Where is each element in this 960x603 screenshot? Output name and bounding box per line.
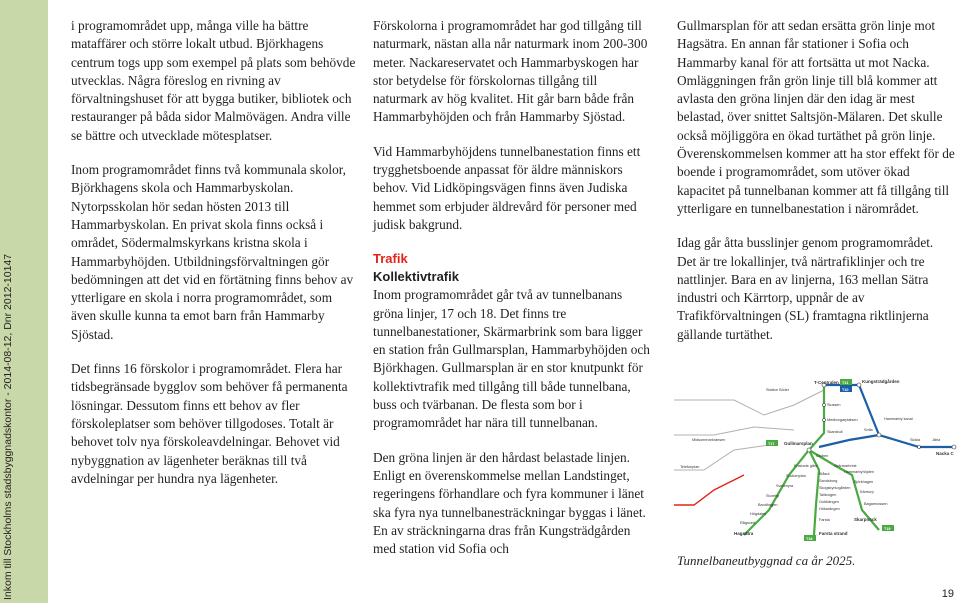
paragraph: Inom programområdet finns två kommunala skolor, Björkhagens skola och Hammarbyskolan. Nytorpsskolan hör sedan hösten 2013 till Hammarbyskolan. En privat skola finns också i området, Södermalmskyrkans kristna skola i Hammarbyhöjden. Utbildningsförvaltningen gör bedömningen att det vid en förtätning finns behov av ytterligare en skola i norra programområdet, som även skulle kunna ta emot barn från Hammarby Sjöstad.: [71, 162, 354, 342]
label-farsta-strand: Farsta strand: [819, 531, 848, 536]
label-skarmarbrink: Skärmarbrink: [834, 464, 857, 468]
label-telefonplan: Telefonplan: [680, 465, 700, 469]
label-midsommarkransen: Midsommarkransen: [692, 438, 726, 442]
label-skanstull: Skanstull: [827, 430, 843, 434]
paragraph: Idag går åtta busslinjer genom programområdet. Det är tre lokallinjer, två närtrafiklinjer och tre nattlinjer. Bara en av linjerna, 163 mellan Sätra industri och Kärrtorp, uppnår de av Trafikförvaltningen (SL) framtagna riktlinjerna gällande turtäthet.: [677, 235, 934, 342]
label-stureby: Stureby: [766, 494, 780, 498]
label-bagarmossen: Bagarmossen: [864, 502, 888, 506]
label-skogskyrkogarden: Skogskyrkogården: [819, 486, 851, 490]
map-caption: Tunnelbaneutbyggnad ca år 2025.: [677, 553, 856, 568]
label-slussen: Slussen: [827, 403, 841, 407]
label-sofia: Sofia: [864, 428, 873, 432]
badge-t18-label: T18: [806, 536, 813, 541]
paragraph: Inom programområdet går två av tunnelbanans gröna linjer, 17 och 18. Det finns tre tunnelbanestationer, Skärmarbrink som bara ligger en station från Gullmarsplan, Hammarbyhöjden och Björkhagen. Gullmarsplan är en stor knutpunkt för kollektivtrafik med tillgång till både tunnelbana, buss och tvärbanan. De flesta som bor i programområdet har nära till tunnelbanan.: [373, 287, 650, 431]
label-jarla: Järla: [932, 438, 941, 442]
paragraph: i programområdet upp, många ville ha bättre mataffärer och större lokalt utbud. Björkhagens centrum togs upp som exempel på plats som behövde utvecklas. Några föreslog en rivning av förvaltningshuset för att bygga butiker, bibliotek och restauranger på båda sidor Malmövägen. Andra ville se bättre och utvecklade mötesplatser.: [71, 18, 356, 143]
page-number: 19: [941, 588, 954, 600]
label-medborgarplatsen: Medborgarplatsen: [827, 418, 858, 422]
label-bandhagen: Bandhagen: [758, 503, 778, 507]
badge-t10-label: T10: [842, 387, 849, 392]
label-hagsatra: Hagsätra: [734, 531, 754, 536]
station-labels: [680, 378, 955, 536]
paragraph: Den gröna linjen är den hårdast belastade linjen. Enligt en överenskommelse mellan Landstinget, regeringens förhandlare och fyra kommuner i länet ska fyra nya tunnelbanesträckningar byggas i länet. En av sträckningarna dras från Kungsträdgården med station vid Sofia och: [373, 449, 646, 557]
label-hammarbyhojden: Hammarbyhöjden: [844, 470, 874, 474]
badge-t17-label: T17: [768, 441, 775, 446]
label-svedmyra: Svedmyra: [776, 484, 794, 488]
label-ragsved: Rågsved: [740, 521, 755, 525]
label-gubbangen: Gubbängen: [819, 500, 839, 504]
label-enskede-gard: Enskede gård: [794, 464, 818, 468]
label-karrtorp: Kärrtorp: [860, 490, 874, 494]
label-hokarangen: Hökarängen: [819, 507, 840, 511]
label-sockenplan: Sockenplan: [786, 474, 806, 478]
label-tallkrogen: Tallkrogen: [819, 493, 837, 497]
label-gullmarsplan: Gullmarsplan: [784, 441, 813, 446]
sidebar-stamp-text: Inkom till Stockholms stadsbyggnadskontor - 2014-08-12, Dnr 2012-10147: [2, 253, 14, 600]
label-skarpnack: Skarpnäck: [854, 517, 877, 522]
label-hammarby-kanal: Hammarby kanal: [884, 417, 913, 421]
label-blasut: Blåsut: [819, 472, 830, 476]
paragraph: Det finns 16 förskolor i programområdet. Flera har tidsbegränsade bygglov som behöver få permanenta lösningar. Dessutom finns ett behov av fler förskoleplatser som behöver tillgodoses. Totalt är behovet tolv nya förskoleavdelningar. Behovet vid nybyggnation av lägenheter beräknas till två avdelningar per hundra nya lägenheter.: [71, 361, 348, 486]
paragraph: Förskolorna i programområdet har god tillgång till naturmark, nästan alla når naturmark inom 200-300 meter. Nackareservatet och Hammarbyskogen har stor betydelse för förskolornas tillgång till naturmark av hög kvalitet. Hit går barn både från Hammarbyhöjden och från Hammarby Sjöstad.: [373, 18, 648, 125]
label-globen: Globen: [816, 454, 829, 458]
label-t-centralen: T-Centralen: [814, 380, 839, 385]
paragraph: Vid Hammarbyhöjdens tunnelbanestation finns ett trygghetsboende anpassat för äldre människors behov. Vid Lidköpingsvägen finns även Judiska hemmet som erbjuder äldrevård för personer med judisk bakgrund.: [373, 143, 641, 232]
section-heading-trafik: Trafik: [373, 251, 408, 267]
badge-t19-label: T19: [884, 526, 891, 531]
column-2: [373, 17, 655, 574]
label-station-soder: Station Söder: [766, 388, 790, 392]
label-sickla: Sickla: [910, 438, 921, 442]
column-3: [677, 17, 955, 360]
label-sandsborg: Sandsborg: [819, 479, 838, 483]
subheading-kollektivtrafik: Kollektivtrafik: [373, 269, 459, 285]
label-kungstradgarden: Kungsträdgården: [862, 379, 900, 384]
subway-map: [674, 375, 960, 547]
label-bjorkhagen: Björkhagen: [854, 480, 874, 484]
paragraph: Gullmarsplan för att sedan ersätta grön linje mot Hagsätra. En annan får stationer i Sofia och Hammarby kanal för att fortsätta ut mot Nacka. Omläggningen från grön linje till blå kommer att avlasta den gröna linjen där den idag är mest belastad, över snittet Saltsjön-Mälaren. Det skulle också möjliggöra en ökad turtäthet på grön linje. Överenskommelsen kommer att ha stor effekt för de boende i programområdet, som utöver ökad kapacitet på tunnelbanan kommer att få tillgång till ytterligare en tunnelbanestation i närområdet.: [677, 18, 955, 216]
badge-t11-label: T11: [842, 380, 849, 385]
label-nacka-c: Nacka C: [936, 451, 954, 456]
label-hogdalen: Högdalen: [750, 512, 767, 516]
label-farsta: Farsta: [819, 518, 830, 522]
column-1: [71, 17, 357, 504]
red-line: [674, 475, 744, 505]
